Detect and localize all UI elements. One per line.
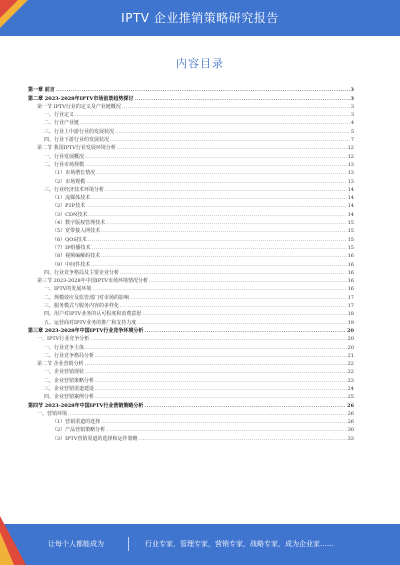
toc-entry-text: 第三节 2023-2028年中国IPTV市场环境情况分析 (37, 278, 149, 285)
toc-entry-page: 24 (347, 385, 354, 392)
toc-entry-page: 17 (347, 294, 354, 301)
toc-entry-text: 一、行业定义 (44, 112, 75, 119)
toc-entry-page: 7 (350, 137, 354, 144)
toc-entry[interactable] (28, 425, 354, 433)
toc-entry-text: 三、行业经济技术环境分析 (44, 186, 105, 193)
toc-entry[interactable] (28, 309, 354, 317)
toc-entry-page: 13 (347, 161, 354, 168)
toc-entry-text: 一、IPTV行业竞争分析 (37, 336, 90, 343)
toc-entry[interactable] (28, 234, 354, 242)
toc-entry-text: 二、行业市场规模 (44, 161, 85, 168)
toc-entry-page: 5 (350, 128, 354, 135)
toc-entry-page: 14 (347, 203, 354, 210)
toc-entry-page: 16 (347, 261, 354, 268)
toc-entry-text: （1）营销渠道的选择 (52, 419, 101, 426)
toc-entry[interactable] (28, 243, 354, 251)
toc-entry-text: 二、行业产业链 (44, 120, 80, 127)
toc-entry-text: 五、运营商对IPTV业务的推广和支持力度 (44, 319, 137, 326)
toc-entry[interactable] (28, 218, 354, 226)
toc-entry[interactable] (28, 292, 354, 300)
toc-entry[interactable] (28, 326, 354, 334)
toc-entry[interactable] (28, 93, 354, 101)
toc-entry-page: 26 (347, 419, 354, 426)
toc-entry[interactable] (28, 367, 354, 375)
footer-divider (128, 537, 129, 551)
toc-entry[interactable] (28, 193, 354, 201)
toc-entry[interactable] (28, 317, 354, 325)
toc-entry[interactable] (28, 135, 354, 143)
toc-entry-text: 三、服务模式与服务内容的多样化 (44, 303, 120, 310)
toc-entry-text: 第二节 企业营销分析 (37, 361, 84, 368)
report-title: IPTV 企业推销策略研究报告 (121, 11, 279, 25)
toc-entry-text: （5）宽带接入网技术 (52, 228, 101, 235)
toc-entry-page: 3 (350, 103, 354, 110)
toc-entry[interactable] (28, 251, 354, 259)
toc-entry-page: 21 (347, 352, 354, 359)
toc-entry[interactable] (28, 359, 354, 367)
toc-list (28, 85, 354, 442)
toc-entry-text: 四、用户对IPTV业务的认可程度和消费意愿 (44, 311, 142, 318)
toc-entry-text: （7）IP组播技术 (52, 244, 91, 251)
toc-entry[interactable] (28, 160, 354, 168)
toc-entry-page: 15 (347, 228, 354, 235)
toc-entry-page: 20 (347, 344, 354, 351)
toc-entry-text: （2）P2P技术 (52, 203, 86, 210)
toc-entry-page: 26 (347, 410, 354, 417)
toc-entry-text: （6）QOS技术 (52, 236, 87, 243)
toc-entry-page: 20 (347, 336, 354, 343)
toc-entry-page: 3 (350, 95, 354, 102)
toc-entry-text: 一、行业竞争主体 (44, 344, 85, 351)
toc-entry[interactable] (28, 392, 354, 400)
toc-entry-page: 15 (347, 244, 354, 251)
toc-entry-text: （9）中间件技术 (52, 261, 91, 268)
toc-entry-page: 23 (347, 377, 354, 384)
toc-entry-text: 三、行业上中游行业的发展状况 (44, 128, 115, 135)
toc-entry-page: 16 (347, 253, 354, 260)
toc-entry-page: 19 (347, 319, 354, 326)
toc-entry-text: 二、行业竞争格局分析 (44, 352, 95, 359)
footer-slogan-right: 行业专家，管理专家，营销专家，战略专家，成为企业家…… (145, 540, 334, 548)
toc-entry-page: 33 (347, 435, 354, 442)
toc-entry[interactable] (28, 185, 354, 193)
toc-entry-text: 一、营销环境 (37, 410, 68, 417)
toc-entry[interactable] (28, 301, 354, 309)
toc-entry-page: 25 (347, 394, 354, 401)
toc-entry[interactable] (28, 85, 354, 93)
toc-title: 内容目录 (176, 57, 224, 70)
toc-entry-text: （2）市场规模 (52, 178, 86, 185)
toc-entry-text: （1）流媒体技术 (52, 195, 91, 202)
toc-entry-text: （2）产品营销策略分析 (52, 427, 106, 434)
toc-entry-page: 18 (347, 311, 354, 318)
toc-entry[interactable] (28, 176, 354, 184)
toc-entry-page: 16 (347, 286, 354, 293)
toc-entry[interactable] (28, 375, 354, 383)
toc-entry-text: （1）市场增长情况 (52, 170, 96, 177)
toc-entry[interactable] (28, 351, 354, 359)
toc-entry-text: （4）数字版权管理技术 (52, 220, 106, 227)
toc-entry-text: 二、规模效应及监管部门对市场的影响 (44, 294, 130, 301)
toc-entry-text: （3）IPTV营销渠道的选择和运作策略 (52, 435, 138, 442)
toc-entry-text: 四、行业竞争格局及主要企业分析 (44, 269, 120, 276)
toc-entry-text: （8）视频编解码技术 (52, 253, 101, 260)
toc-entry[interactable] (28, 118, 354, 126)
toc-entry-text: 第三章 2023-2028年中国IPTV行业竞争环境分析 (28, 327, 144, 334)
toc-entry[interactable] (28, 417, 354, 425)
toc-entry-page: 16 (347, 278, 354, 285)
toc-entry-text: 第一节 IPTV行业的定义及产业链概况 (37, 103, 121, 110)
toc-entry[interactable] (28, 400, 354, 408)
toc-entry[interactable] (28, 209, 354, 217)
toc-entry-page: 13 (347, 170, 354, 177)
toc-entry-page: 4 (350, 120, 354, 127)
toc-entry-page: 3 (350, 87, 354, 94)
toc-entry[interactable] (28, 126, 354, 134)
toc-entry-text: 一、企业营销现状 (44, 369, 85, 376)
toc-entry[interactable] (28, 284, 354, 292)
toc-entry[interactable] (28, 276, 354, 284)
toc-entry-page: 13 (347, 178, 354, 185)
toc-entry-text: 第二节 我国IPTV行业发展环境分析 (37, 145, 116, 152)
toc-entry-text: 四、行业下游行业的发展状况 (44, 137, 110, 144)
toc-entry-page: 14 (347, 211, 354, 218)
toc-entry-page: 26 (347, 402, 354, 409)
toc-entry-page: 14 (347, 186, 354, 193)
toc-entry-page: 16 (347, 269, 354, 276)
toc-entry[interactable] (28, 168, 354, 176)
footer-corner-accent-yellow (0, 532, 14, 565)
toc-entry-text: 一、IPTV的发展环境 (44, 286, 92, 293)
toc-entry-page: 12 (347, 145, 354, 152)
toc-entry-page: 22 (347, 361, 354, 368)
toc-entry-page: 12 (347, 153, 354, 160)
toc-entry-page: 17 (347, 303, 354, 310)
toc-entry[interactable] (28, 259, 354, 267)
toc-entry-page: 22 (347, 369, 354, 376)
toc-entry-text: 第一章 前言 (28, 87, 55, 94)
toc-entry[interactable] (28, 342, 354, 350)
toc-entry[interactable] (28, 102, 354, 110)
toc-entry[interactable] (28, 151, 354, 159)
toc-entry[interactable] (28, 201, 354, 209)
toc-entry[interactable] (28, 268, 354, 276)
toc-entry-text: 第二章 2023-2028年IPTV市场前景趋势探讨 (28, 95, 134, 102)
toc-entry-text: 第四节 2023-2028年中国IPTV行业营销策略分析 (28, 402, 144, 409)
toc-entry[interactable] (28, 226, 354, 234)
toc-entry[interactable] (28, 384, 354, 392)
toc-entry-text: 三、企业营销渠道建设 (44, 385, 95, 392)
toc-entry-page: 3 (350, 112, 354, 119)
toc-entry-page: 30 (347, 427, 354, 434)
footer-slogan-left: 让每个人都能成为 (48, 540, 104, 548)
toc-entry-page: 15 (347, 236, 354, 243)
toc-entry[interactable] (28, 334, 354, 342)
toc-entry-text: 二、企业营销策略分析 (44, 377, 95, 384)
toc-entry[interactable] (28, 110, 354, 118)
toc-entry-text: 四、企业营销案例分析 (44, 394, 95, 401)
toc-entry-text: 一、行业发展概况 (44, 153, 85, 160)
toc-entry-page: 14 (347, 195, 354, 202)
toc-entry[interactable] (28, 433, 354, 441)
toc-entry[interactable] (28, 143, 354, 151)
toc-entry-page: 15 (347, 220, 354, 227)
toc-entry-text: （3）CDN技术 (52, 211, 88, 218)
toc-entry-page: 20 (347, 327, 354, 334)
toc-leader-dots (138, 436, 346, 442)
toc-entry[interactable] (28, 409, 354, 417)
